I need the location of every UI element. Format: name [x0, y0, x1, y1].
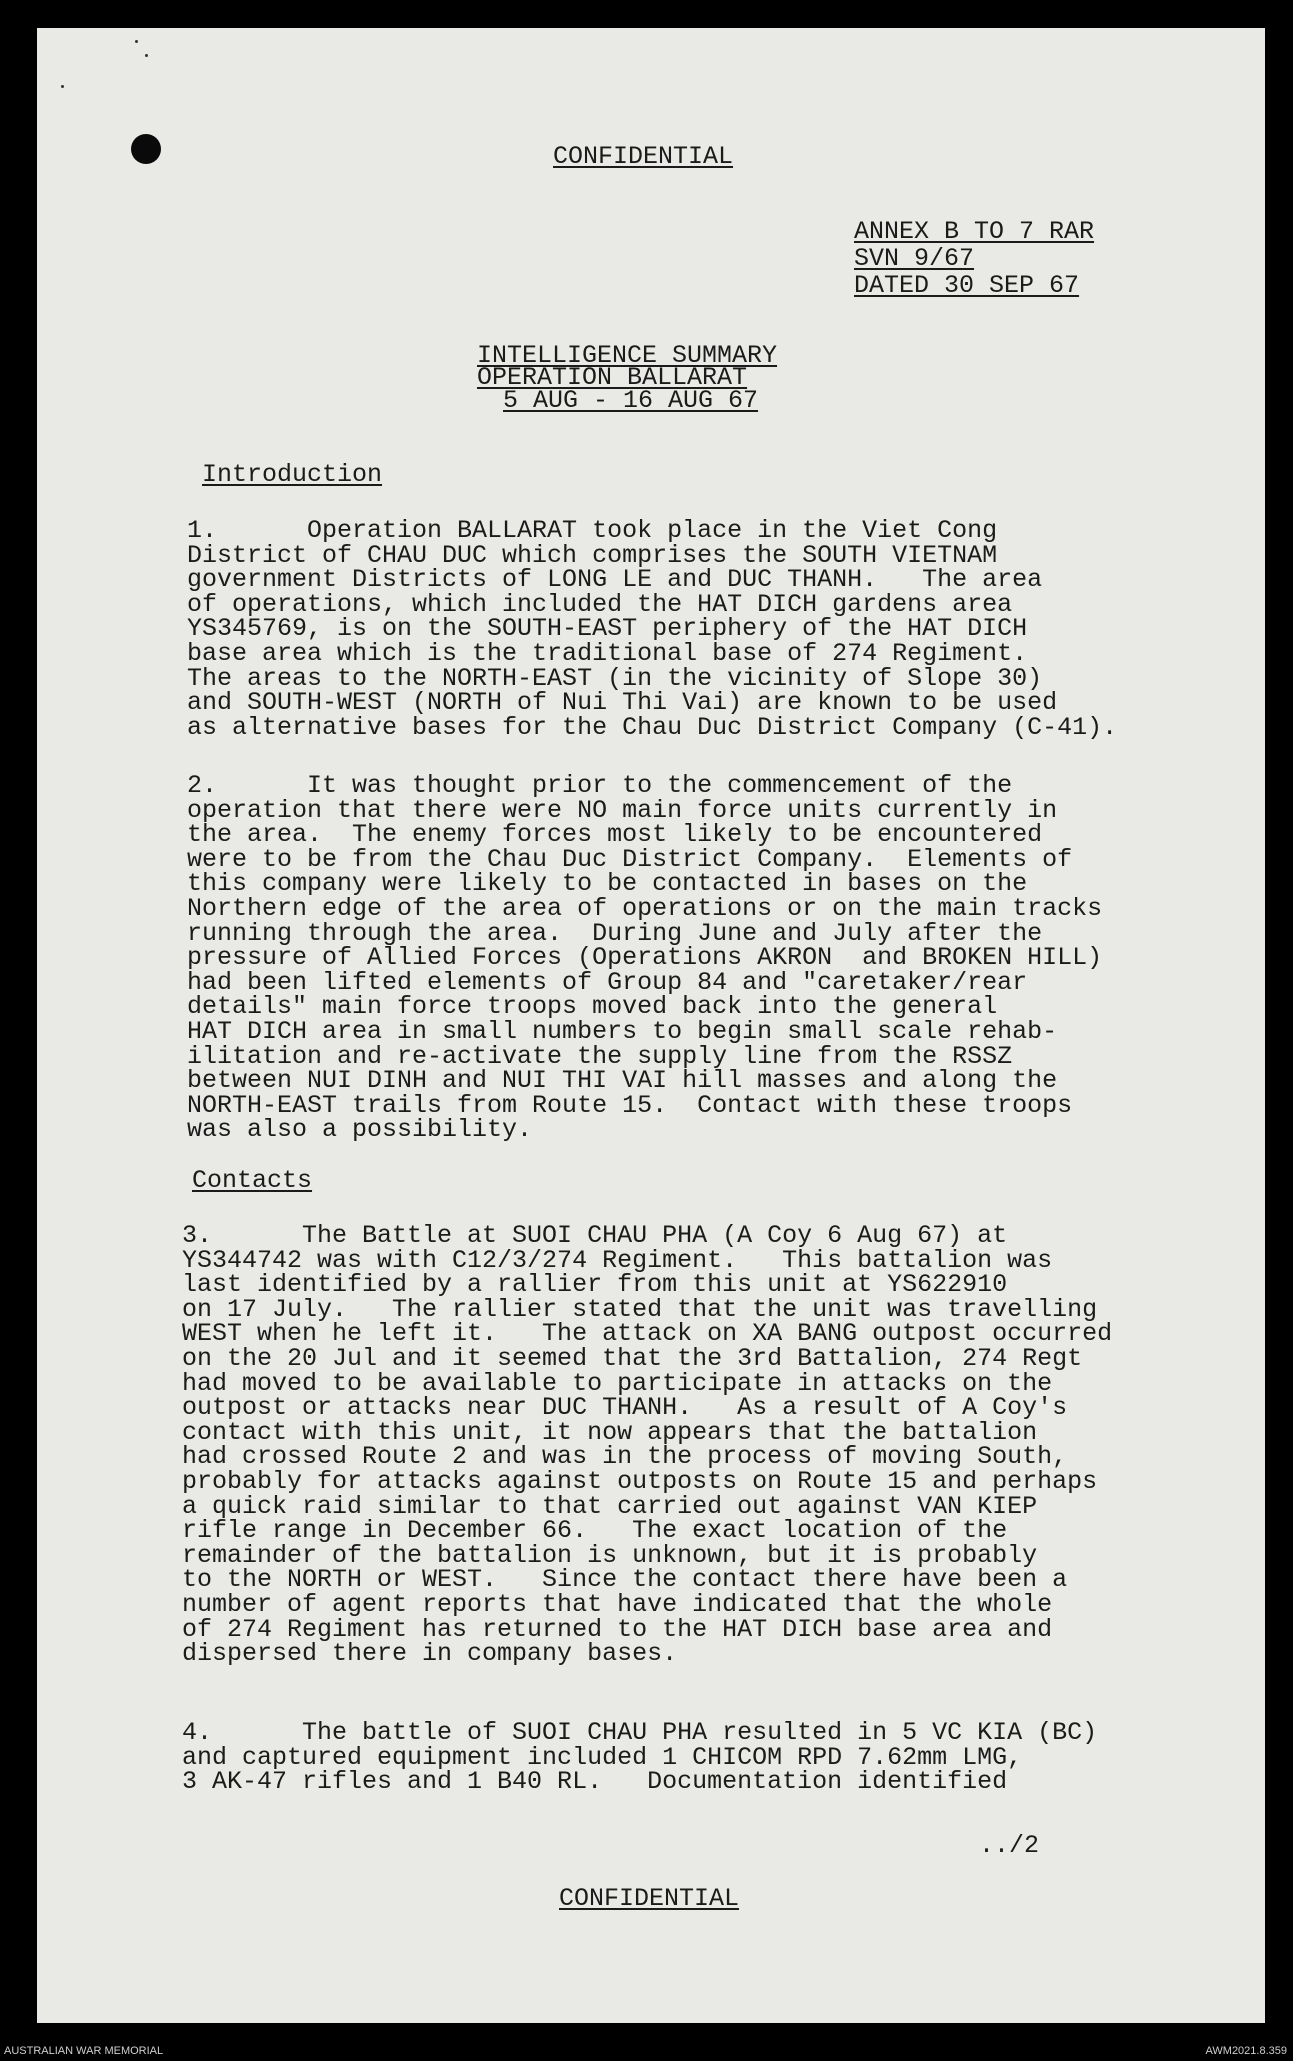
text-line: and SOUTH-WEST (NORTH of Nui Thi Vai) are known to be used [187, 688, 1058, 718]
text-line: 2. It was thought prior to the commencement of the [187, 771, 1013, 800]
title-line-2: OPERATION BALLARAT [477, 363, 748, 392]
title-line-1: INTELLIGENCE SUMMARY [477, 341, 778, 370]
annex-line-1: ANNEX B TO 7 RAR [854, 217, 1095, 246]
text-line: base area which is the traditional base of 274 Regiment. [187, 638, 1028, 668]
text-line: the area. The enemy forces most likely to be encountered [187, 820, 1043, 850]
text-line: ilitation and re-activate the supply line from the RSSZ [187, 1041, 1013, 1071]
contacts-heading: Contacts [192, 1166, 313, 1195]
paper-speck [145, 54, 148, 57]
punch-hole [131, 134, 161, 164]
text-line: had moved to be available to participate in attacks on the [182, 1368, 1053, 1398]
text-line: operation that there were NO main force units currently in [187, 795, 1058, 825]
text-line: District of CHAU DUC which comprises the SOUTH VIETNAM [187, 540, 998, 570]
text-line: was also a possibility. [187, 1115, 533, 1145]
archive-credit: AUSTRALIAN WAR MEMORIAL [4, 2045, 164, 2057]
text-line: of 274 Regiment has returned to the HAT DICH base area and [182, 1614, 1053, 1644]
text-line: as alternative bases for the Chau Duc District Company (C-41). [187, 712, 1118, 742]
text-line: to the NORTH or WEST. Since the contact there have been a [182, 1565, 1068, 1595]
text-line: a quick raid similar to that carried out against VAN KIEP [182, 1491, 1038, 1521]
text-line: YS345769, is on the SOUTH-EAST periphery of the HAT DICH [187, 614, 1028, 644]
paper-speck [61, 85, 64, 88]
text-line: this company were likely to be contacted in bases on the [187, 869, 1028, 899]
archive-reference: AWM2021.8.359 [1205, 2045, 1287, 2057]
text-line: outpost or attacks near DUC THANH. As a result of A Coy's [182, 1393, 1068, 1423]
text-line: 1. Operation BALLARAT took place in the Viet Cong [187, 516, 998, 545]
text-line: last identified by a rallier from this unit at YS622910 [182, 1270, 1008, 1300]
text-line: of operations, which included the HAT DICH gardens area [187, 589, 1013, 619]
text-line: between NUI DINH and NUI THI VAI hill masses and along the [187, 1066, 1058, 1096]
text-line: contact with this unit, it now appears that the battalion [182, 1417, 1038, 1447]
paragraph-1 [187, 516, 1137, 742]
text-line: government Districts of LONG LE and DUC THANH. The area [187, 565, 1043, 595]
text-line: HAT DICH area in small numbers to begin small scale rehab- [187, 1016, 1058, 1046]
paragraph-2 [187, 771, 1137, 1145]
text-line: YS344742 was with C12/3/274 Regiment. This battalion was [182, 1245, 1053, 1275]
text-line: The areas to the NORTH-EAST (in the vicinity of Slope 30) [187, 663, 1043, 693]
page-continuation: ../2 [979, 1831, 1040, 1860]
text-line: 3. The Battle at SUOI CHAU PHA (A Coy 6 Aug 67) at [182, 1221, 1008, 1250]
text-line: WEST when he left it. The attack on XA BANG outpost occurred [182, 1319, 1113, 1349]
text-line: pressure of Allied Forces (Operations AKRON and BROKEN HILL) [187, 943, 1103, 973]
paragraph-3 [182, 1221, 1132, 1669]
text-line: probably for attacks against outposts on Route 15 and perhaps [182, 1466, 1098, 1496]
text-line: details" main force troops moved back into the general [187, 992, 998, 1022]
text-line: remainder of the battalion is unknown, but it is probably [182, 1540, 1038, 1570]
annex-line-3: DATED 30 SEP 67 [854, 271, 1080, 300]
introduction-heading: Introduction [202, 460, 383, 489]
text-line: were to be from the Chau Duc District Company. Elements of [187, 844, 1073, 874]
document-page [37, 28, 1265, 2023]
text-line: number of agent reports that have indicated that the whole [182, 1589, 1053, 1619]
text-line: had crossed Route 2 and was in the process of moving South, [182, 1442, 1068, 1472]
text-line: 4. The battle of SUOI CHAU PHA resulted in 5 VC KIA (BC) [182, 1718, 1098, 1747]
annex-line-2: SVN 9/67 [854, 244, 975, 273]
paragraph-4 [182, 1718, 1132, 1797]
text-line: NORTH-EAST trails from Route 15. Contact with these troops [187, 1090, 1073, 1120]
text-line: on 17 July. The rallier stated that the unit was travelling [182, 1294, 1098, 1324]
text-line: running through the area. During June and July after the [187, 918, 1043, 948]
title-line-3: 5 AUG - 16 AUG 67 [503, 386, 759, 415]
classification-bottom: CONFIDENTIAL [559, 1884, 740, 1913]
classification-top: CONFIDENTIAL [553, 142, 734, 171]
text-line: dispersed there in company bases. [182, 1639, 678, 1669]
text-line: Northern edge of the area of operations or on the main tracks [187, 893, 1103, 923]
text-line: rifle range in December 66. The exact location of the [182, 1516, 1008, 1546]
text-line: 3 AK-47 rifles and 1 B40 RL. Documentation identified [182, 1767, 1008, 1797]
text-line: had been lifted elements of Group 84 and "caretaker/rear [187, 967, 1028, 997]
text-line: and captured equipment included 1 CHICOM RPD 7.62mm LMG, [182, 1742, 1023, 1772]
paper-speck [135, 40, 138, 43]
text-line: on the 20 Jul and it seemed that the 3rd Battalion, 274 Regt [182, 1343, 1083, 1373]
